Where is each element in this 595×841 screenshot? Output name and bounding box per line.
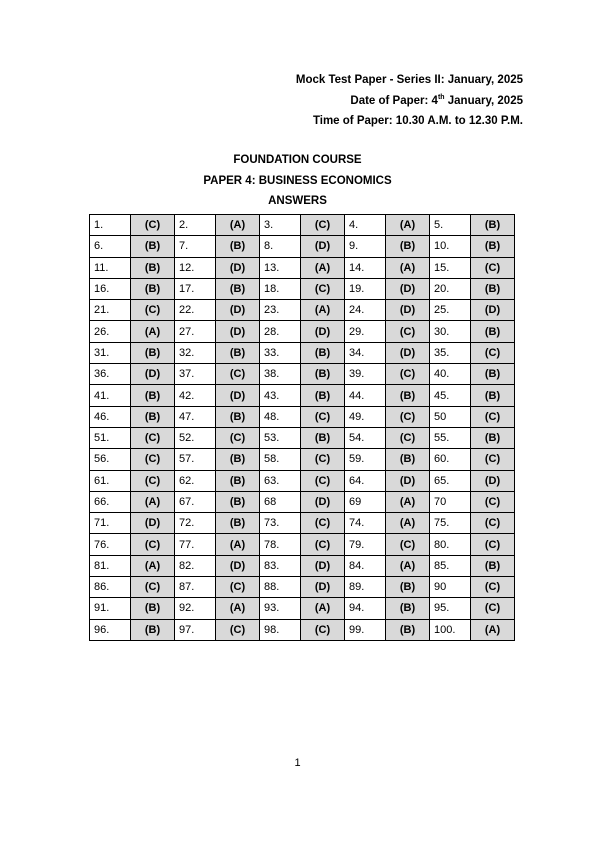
- question-number: 65.: [430, 470, 471, 491]
- answer-row: [90, 491, 515, 512]
- answer-option: (C): [386, 534, 430, 555]
- answer-option: (D): [386, 300, 430, 321]
- answer-row: [90, 534, 515, 555]
- question-number: 42.: [175, 385, 216, 406]
- question-number: 95.: [430, 598, 471, 619]
- answer-option: (C): [301, 534, 345, 555]
- question-number: 21.: [90, 300, 131, 321]
- answer-option: (B): [386, 385, 430, 406]
- question-number: 28.: [260, 321, 301, 342]
- answer-option: (D): [471, 300, 515, 321]
- answer-option: (A): [131, 491, 175, 512]
- answer-key-table: [89, 214, 515, 641]
- question-number: 41.: [90, 385, 131, 406]
- question-number: 63.: [260, 470, 301, 491]
- question-number: 86.: [90, 577, 131, 598]
- paper-metadata: [296, 70, 523, 132]
- answer-option: (A): [301, 598, 345, 619]
- question-number: 36.: [90, 364, 131, 385]
- answer-option: (B): [386, 577, 430, 598]
- date-line: [296, 91, 523, 112]
- question-number: 84.: [345, 555, 386, 576]
- question-number: 27.: [175, 321, 216, 342]
- question-number: 9.: [345, 236, 386, 257]
- answer-option: (B): [216, 470, 260, 491]
- question-number: 33.: [260, 342, 301, 363]
- question-number: 13.: [260, 257, 301, 278]
- question-number: 56.: [90, 449, 131, 470]
- answer-row: [90, 342, 515, 363]
- answer-row: [90, 385, 515, 406]
- answer-option: (A): [386, 257, 430, 278]
- question-number: 50: [430, 406, 471, 427]
- question-number: 75.: [430, 513, 471, 534]
- question-number: 46.: [90, 406, 131, 427]
- question-number: 79.: [345, 534, 386, 555]
- date-superscript: th: [437, 93, 445, 101]
- answer-option: (C): [386, 406, 430, 427]
- question-number: 73.: [260, 513, 301, 534]
- answer-option: (A): [386, 513, 430, 534]
- answer-option: (C): [471, 534, 515, 555]
- question-number: 34.: [345, 342, 386, 363]
- answer-option: (B): [386, 598, 430, 619]
- answer-option: (B): [131, 385, 175, 406]
- answer-option: (B): [386, 619, 430, 640]
- answer-option: (D): [301, 491, 345, 512]
- answer-option: (C): [131, 300, 175, 321]
- question-number: 100.: [430, 619, 471, 640]
- question-number: 43.: [260, 385, 301, 406]
- question-number: 18.: [260, 278, 301, 299]
- series-line: Mock Test Paper - Series II: January, 2025: [295, 74, 523, 86]
- question-number: 20.: [430, 278, 471, 299]
- answer-option: (D): [216, 321, 260, 342]
- question-number: 37.: [175, 364, 216, 385]
- question-number: 61.: [90, 470, 131, 491]
- question-number: 60.: [430, 449, 471, 470]
- question-number: 70: [430, 491, 471, 512]
- answer-option: (B): [471, 215, 515, 236]
- answer-row: [90, 619, 515, 640]
- question-number: 25.: [430, 300, 471, 321]
- question-number: 40.: [430, 364, 471, 385]
- question-number: 17.: [175, 278, 216, 299]
- answer-option: (C): [301, 449, 345, 470]
- answer-option: (D): [301, 577, 345, 598]
- answer-option: (B): [301, 364, 345, 385]
- answer-option: (B): [216, 513, 260, 534]
- answer-row: [90, 215, 515, 236]
- question-number: 89.: [345, 577, 386, 598]
- answer-option: (B): [301, 342, 345, 363]
- question-number: 91.: [90, 598, 131, 619]
- question-number: 77.: [175, 534, 216, 555]
- question-number: 1.: [90, 215, 131, 236]
- course-title: FOUNDATION COURSE: [233, 154, 362, 166]
- answer-option: (C): [471, 598, 515, 619]
- answer-option: (A): [386, 491, 430, 512]
- answer-option: (C): [471, 449, 515, 470]
- answer-option: (C): [131, 470, 175, 491]
- answer-row: [90, 300, 515, 321]
- question-number: 67.: [175, 491, 216, 512]
- document-headings: [0, 150, 595, 212]
- question-number: 6.: [90, 236, 131, 257]
- question-number: 88.: [260, 577, 301, 598]
- question-number: 76.: [90, 534, 131, 555]
- answer-option: (D): [131, 513, 175, 534]
- answer-option: (B): [471, 555, 515, 576]
- answer-option: (A): [131, 321, 175, 342]
- question-number: 87.: [175, 577, 216, 598]
- answer-option: (D): [216, 300, 260, 321]
- question-number: 94.: [345, 598, 386, 619]
- answer-option: (B): [471, 321, 515, 342]
- answer-option: (D): [386, 470, 430, 491]
- question-number: 92.: [175, 598, 216, 619]
- answer-option: (C): [471, 577, 515, 598]
- question-number: 2.: [175, 215, 216, 236]
- question-number: 47.: [175, 406, 216, 427]
- answer-option: (C): [301, 470, 345, 491]
- question-number: 99.: [345, 619, 386, 640]
- question-number: 66.: [90, 491, 131, 512]
- question-number: 14.: [345, 257, 386, 278]
- question-number: 52.: [175, 427, 216, 448]
- question-number: 59.: [345, 449, 386, 470]
- question-number: 82.: [175, 555, 216, 576]
- answer-row: [90, 513, 515, 534]
- answer-option: (C): [301, 619, 345, 640]
- date-suffix: January, 2025: [444, 94, 523, 107]
- question-number: 64.: [345, 470, 386, 491]
- answer-option: (C): [471, 491, 515, 512]
- answer-option: (D): [301, 236, 345, 257]
- answer-option: (B): [471, 427, 515, 448]
- answer-option: (C): [301, 215, 345, 236]
- question-number: 26.: [90, 321, 131, 342]
- answer-option: (C): [301, 278, 345, 299]
- question-number: 32.: [175, 342, 216, 363]
- question-number: 16.: [90, 278, 131, 299]
- answer-row: [90, 406, 515, 427]
- question-number: 85.: [430, 555, 471, 576]
- paper-title: PAPER 4: BUSINESS ECONOMICS: [203, 174, 392, 187]
- question-number: 97.: [175, 619, 216, 640]
- answer-option: (A): [471, 619, 515, 640]
- answer-option: (C): [216, 427, 260, 448]
- answer-option: (C): [471, 342, 515, 363]
- answer-row: [90, 257, 515, 278]
- question-number: 93.: [260, 598, 301, 619]
- question-number: 49.: [345, 406, 386, 427]
- question-number: 81.: [90, 555, 131, 576]
- question-number: 68: [260, 491, 301, 512]
- answer-option: (B): [131, 278, 175, 299]
- question-number: 5.: [430, 215, 471, 236]
- answer-option: (A): [131, 555, 175, 576]
- answer-option: (C): [216, 577, 260, 598]
- answer-option: (A): [301, 257, 345, 278]
- question-number: 22.: [175, 300, 216, 321]
- answer-row: [90, 577, 515, 598]
- section-title: ANSWERS: [268, 195, 327, 207]
- answer-option: (B): [131, 342, 175, 363]
- answer-row: [90, 278, 515, 299]
- answer-option: (C): [471, 257, 515, 278]
- question-number: 38.: [260, 364, 301, 385]
- question-number: 23.: [260, 300, 301, 321]
- question-number: 44.: [345, 385, 386, 406]
- answer-option: (C): [216, 619, 260, 640]
- question-number: 29.: [345, 321, 386, 342]
- answer-option: (B): [216, 491, 260, 512]
- answer-option: (A): [301, 300, 345, 321]
- question-number: 58.: [260, 449, 301, 470]
- question-number: 55.: [430, 427, 471, 448]
- answer-key-body: [90, 215, 515, 641]
- question-number: 71.: [90, 513, 131, 534]
- answer-option: (B): [131, 236, 175, 257]
- question-number: 19.: [345, 278, 386, 299]
- question-number: 74.: [345, 513, 386, 534]
- question-number: 35.: [430, 342, 471, 363]
- answer-option: (D): [301, 321, 345, 342]
- answer-option: (B): [131, 257, 175, 278]
- answer-option: (C): [386, 321, 430, 342]
- answer-option: (D): [216, 555, 260, 576]
- answer-row: [90, 470, 515, 491]
- question-number: 78.: [260, 534, 301, 555]
- answer-option: (B): [216, 406, 260, 427]
- question-number: 69: [345, 491, 386, 512]
- answer-option: (D): [216, 385, 260, 406]
- answer-option: (B): [131, 406, 175, 427]
- question-number: 30.: [430, 321, 471, 342]
- answer-option: (B): [471, 364, 515, 385]
- answer-option: (B): [386, 236, 430, 257]
- question-number: 45.: [430, 385, 471, 406]
- answer-option: (C): [301, 406, 345, 427]
- answer-option: (B): [131, 598, 175, 619]
- question-number: 51.: [90, 427, 131, 448]
- answer-row: [90, 321, 515, 342]
- answer-option: (C): [131, 449, 175, 470]
- answer-option: (B): [471, 385, 515, 406]
- answer-row: [90, 364, 515, 385]
- answer-option: (A): [386, 215, 430, 236]
- question-number: 54.: [345, 427, 386, 448]
- answer-option: (C): [131, 427, 175, 448]
- answer-option: (A): [386, 555, 430, 576]
- answer-option: (A): [216, 534, 260, 555]
- answer-option: (D): [216, 257, 260, 278]
- question-number: 4.: [345, 215, 386, 236]
- question-number: 90: [430, 577, 471, 598]
- question-number: 24.: [345, 300, 386, 321]
- page-number: 1: [294, 757, 301, 769]
- question-number: 31.: [90, 342, 131, 363]
- answer-option: (B): [216, 342, 260, 363]
- answer-row: [90, 598, 515, 619]
- answer-option: (D): [386, 278, 430, 299]
- answer-option: (B): [216, 236, 260, 257]
- question-number: 3.: [260, 215, 301, 236]
- answer-option: (B): [216, 278, 260, 299]
- answer-row: [90, 236, 515, 257]
- answer-option: (C): [131, 534, 175, 555]
- answer-option: (C): [386, 364, 430, 385]
- question-number: 96.: [90, 619, 131, 640]
- answer-option: (B): [471, 278, 515, 299]
- question-number: 83.: [260, 555, 301, 576]
- question-number: 15.: [430, 257, 471, 278]
- question-number: 48.: [260, 406, 301, 427]
- question-number: 10.: [430, 236, 471, 257]
- answer-option: (C): [471, 513, 515, 534]
- question-number: 39.: [345, 364, 386, 385]
- question-number: 62.: [175, 470, 216, 491]
- answer-option: (D): [386, 342, 430, 363]
- question-number: 7.: [175, 236, 216, 257]
- question-number: 53.: [260, 427, 301, 448]
- answer-row: [90, 555, 515, 576]
- question-number: 57.: [175, 449, 216, 470]
- answer-option: (B): [301, 385, 345, 406]
- answer-option: (C): [471, 406, 515, 427]
- answer-option: (B): [216, 449, 260, 470]
- answer-row: [90, 427, 515, 448]
- question-number: 12.: [175, 257, 216, 278]
- answer-option: (B): [131, 619, 175, 640]
- question-number: 8.: [260, 236, 301, 257]
- answer-option: (A): [216, 598, 260, 619]
- question-number: 11.: [90, 257, 131, 278]
- answer-option: (C): [216, 364, 260, 385]
- answer-option: (B): [301, 427, 345, 448]
- date-prefix: Date of Paper: 4: [350, 94, 438, 107]
- answer-option: (B): [386, 449, 430, 470]
- answer-option: (B): [471, 236, 515, 257]
- question-number: 98.: [260, 619, 301, 640]
- answer-row: [90, 449, 515, 470]
- answer-option: (D): [301, 555, 345, 576]
- question-number: 80.: [430, 534, 471, 555]
- time-line: Time of Paper: 10.30 A.M. to 12.30 P.M.: [312, 115, 523, 127]
- question-number: 72.: [175, 513, 216, 534]
- answer-option: (C): [301, 513, 345, 534]
- answer-option: (D): [471, 470, 515, 491]
- answer-option: (C): [131, 215, 175, 236]
- answer-option: (A): [216, 215, 260, 236]
- answer-option: (D): [131, 364, 175, 385]
- answer-option: (C): [131, 577, 175, 598]
- answer-option: (C): [386, 427, 430, 448]
